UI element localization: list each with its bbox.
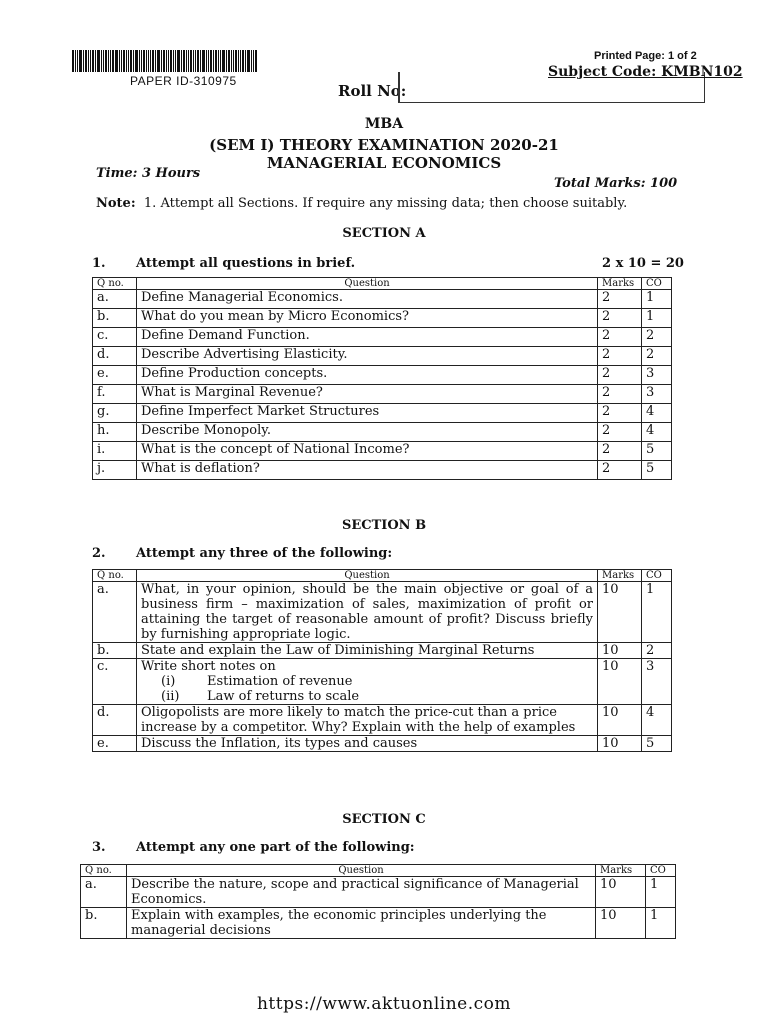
qno: b.	[93, 643, 137, 659]
barcode-bar	[85, 50, 87, 72]
col-qno: Q no.	[81, 865, 127, 877]
barcode-bar	[126, 50, 127, 72]
table-row	[81, 908, 676, 939]
barcode-bar	[200, 50, 201, 72]
barcode-bar	[72, 50, 74, 72]
marks: 2	[598, 309, 642, 328]
marks: 10	[596, 908, 646, 939]
qno: b.	[93, 309, 137, 328]
co: 3	[642, 659, 672, 705]
barcode-bar	[150, 50, 151, 72]
note	[96, 196, 627, 211]
marks: 2	[598, 385, 642, 404]
question: Discuss the Inflation, its types and causes	[137, 736, 598, 752]
barcode-bar	[141, 50, 142, 72]
table-row	[93, 736, 672, 752]
question: Describe the nature, scope and practical significance of Managerial Economics.	[127, 877, 596, 908]
marks: 2	[598, 366, 642, 385]
subject-title: MANAGERIAL ECONOMICS	[266, 154, 502, 172]
barcode-bar	[88, 50, 89, 72]
barcode-bar	[206, 50, 207, 72]
barcode-bar	[193, 50, 194, 72]
co: 2	[642, 643, 672, 659]
barcode-bar	[177, 50, 180, 72]
barcode-bar	[183, 50, 185, 72]
qno: j.	[93, 461, 137, 480]
table-row	[93, 385, 672, 404]
barcode-bar	[251, 50, 252, 72]
question: What is Marginal Revenue?	[137, 385, 598, 404]
col-question: Question	[137, 278, 598, 290]
question: Define Production concepts.	[137, 366, 598, 385]
co: 2	[642, 328, 672, 347]
barcode-bar	[90, 50, 91, 72]
section-c-title: SECTION C	[342, 812, 426, 827]
co: 1	[642, 582, 672, 643]
section-a-instruction: Attempt all questions in brief.	[136, 256, 356, 271]
note-text: 1. Attempt all Sections. If require any missing data; then choose suitably.	[143, 196, 628, 211]
co: 3	[642, 366, 672, 385]
barcode-bar	[143, 50, 145, 72]
barcode-bar	[253, 50, 254, 72]
marks: 2	[598, 442, 642, 461]
section-c-instruction: Attempt any one part of the following:	[136, 840, 415, 855]
barcode-bar	[242, 50, 244, 72]
section-c-qnum: 3.	[92, 840, 106, 855]
table-row	[93, 347, 672, 366]
barcode-bar	[245, 50, 246, 72]
table-row	[93, 442, 672, 461]
question: Describe Monopoly.	[137, 423, 598, 442]
barcode-bar	[188, 50, 189, 72]
barcode-bar	[173, 50, 174, 72]
barcode-bar	[92, 50, 94, 72]
co: 5	[642, 442, 672, 461]
marks: 2	[598, 328, 642, 347]
col-qno: Q no.	[93, 570, 137, 582]
barcode-bar	[195, 50, 196, 72]
question: Explain with examples, the economic principles underlying the managerial decisions	[127, 908, 596, 939]
barcode-bar	[202, 50, 205, 72]
qno: b.	[81, 908, 127, 939]
table-row	[93, 309, 672, 328]
section-a-title: SECTION A	[342, 226, 426, 241]
sub-item-text: Law of returns to scale	[207, 689, 360, 704]
section-c-heading	[92, 840, 415, 855]
marks: 2	[598, 290, 642, 309]
co: 5	[642, 736, 672, 752]
barcode-bar	[175, 50, 176, 72]
barcode-bar	[161, 50, 162, 72]
marks: 2	[598, 404, 642, 423]
barcode-bar	[226, 50, 227, 72]
barcode-bar	[121, 50, 122, 72]
qno: e.	[93, 736, 137, 752]
section-c-table	[80, 864, 676, 939]
col-question: Question	[137, 570, 598, 582]
table-row	[93, 290, 672, 309]
barcode-bar	[95, 50, 96, 72]
marks: 2	[598, 461, 642, 480]
qno: a.	[93, 290, 137, 309]
barcode-bar	[135, 50, 138, 72]
table-row	[93, 582, 672, 643]
question: Describe Advertising Elasticity.	[137, 347, 598, 366]
barcode-bar	[255, 50, 257, 72]
barcode-bar	[235, 50, 237, 72]
section-a-marks: 2 x 10 = 20	[602, 256, 684, 271]
marks: 10	[598, 582, 642, 643]
roll-no-label: Roll No:	[338, 82, 407, 100]
co: 3	[642, 385, 672, 404]
table-header	[93, 278, 672, 290]
program-title: MBA	[364, 116, 404, 132]
marks: 10	[598, 736, 642, 752]
barcode-bar	[157, 50, 160, 72]
table-header	[93, 570, 672, 582]
col-co: CO	[646, 865, 676, 877]
barcode-bar	[210, 50, 212, 72]
total-marks: Total Marks: 100	[554, 176, 678, 191]
barcode-bar	[238, 50, 239, 72]
section-a-table	[92, 277, 672, 480]
barcode-bar	[190, 50, 192, 72]
barcode-bar	[163, 50, 165, 72]
table-row	[93, 404, 672, 423]
question	[137, 659, 598, 705]
section-b-heading	[92, 546, 392, 561]
barcode-bar	[168, 50, 169, 72]
barcode-bar	[220, 50, 221, 72]
barcode-bar	[247, 50, 250, 72]
col-co: CO	[642, 278, 672, 290]
question: What is deflation?	[137, 461, 598, 480]
qno: h.	[93, 423, 137, 442]
barcode-bar	[108, 50, 109, 72]
question: What do you mean by Micro Economics?	[137, 309, 598, 328]
sub-item-text: Estimation of revenue	[207, 674, 353, 689]
co: 4	[642, 423, 672, 442]
qno: i.	[93, 442, 137, 461]
sub-item-num: (i)	[161, 674, 176, 689]
subject-code: Subject Code: KMBN102	[548, 64, 743, 80]
col-marks: Marks	[598, 570, 642, 582]
sub-item-num: (ii)	[161, 689, 180, 704]
question: What, in your opinion, should be the main objective or goal of a business firm – maximization of sales, maximization of profit or attaining the target of reasonable amount of profit? Discuss briefly by furnishing appropriate logic.	[137, 582, 598, 643]
qno: d.	[93, 705, 137, 736]
marks: 10	[598, 643, 642, 659]
barcode-bar	[146, 50, 147, 72]
col-marks: Marks	[596, 865, 646, 877]
barcode-bar	[155, 50, 156, 72]
table-header	[81, 865, 676, 877]
co: 2	[642, 347, 672, 366]
barcode-bar	[119, 50, 120, 72]
barcode	[72, 50, 300, 72]
table-row	[93, 423, 672, 442]
footer-url[interactable]: https://www.aktuonline.com	[256, 994, 511, 1014]
col-marks: Marks	[598, 278, 642, 290]
col-qno: Q no.	[93, 278, 137, 290]
table-row	[93, 461, 672, 480]
sub-item	[141, 674, 593, 689]
section-a-qnum: 1.	[92, 256, 106, 271]
note-label: Note:	[96, 196, 136, 211]
barcode-bar	[218, 50, 219, 72]
qno: a.	[93, 582, 137, 643]
barcode-bar	[83, 50, 84, 72]
barcode-bar	[231, 50, 232, 72]
barcode-bar	[186, 50, 187, 72]
table-row	[93, 643, 672, 659]
section-b-title: SECTION B	[341, 518, 427, 533]
co: 4	[642, 404, 672, 423]
barcode-bar	[103, 50, 104, 72]
table-row	[93, 705, 672, 736]
qno: g.	[93, 404, 137, 423]
qno: a.	[81, 877, 127, 908]
question: What is the concept of National Income?	[137, 442, 598, 461]
barcode-bar	[79, 50, 82, 72]
barcode-bar	[166, 50, 167, 72]
barcode-bar	[240, 50, 241, 72]
section-b-qnum: 2.	[92, 546, 106, 561]
marks: 2	[598, 423, 642, 442]
table-row	[81, 877, 676, 908]
marks: 2	[598, 347, 642, 366]
co: 1	[642, 290, 672, 309]
barcode-bar	[213, 50, 214, 72]
barcode-bar	[123, 50, 125, 72]
barcode-bar	[228, 50, 230, 72]
qno: c.	[93, 328, 137, 347]
barcode-bar	[112, 50, 114, 72]
barcode-bar	[197, 50, 199, 72]
section-b-instruction: Attempt any three of the following:	[136, 546, 393, 561]
barcode-bar	[110, 50, 111, 72]
col-co: CO	[642, 570, 672, 582]
barcode-bar	[222, 50, 225, 72]
barcode-bar	[105, 50, 107, 72]
barcode-bar	[130, 50, 132, 72]
exam-title: (SEM I) THEORY EXAMINATION 2020-21	[209, 136, 559, 154]
col-question: Question	[127, 865, 596, 877]
table-row	[93, 659, 672, 705]
sub-item	[141, 689, 593, 704]
printed-page: Printed Page: 1 of 2	[594, 50, 697, 62]
question-intro: Write short notes on	[141, 659, 276, 674]
question: Define Managerial Economics.	[137, 290, 598, 309]
barcode-bar	[215, 50, 217, 72]
marks: 10	[596, 877, 646, 908]
paper-id: PAPER ID-310975	[130, 74, 237, 88]
barcode-bar	[170, 50, 172, 72]
barcode-bar	[148, 50, 149, 72]
table-row	[93, 366, 672, 385]
table-row	[93, 328, 672, 347]
barcode-bar	[97, 50, 100, 72]
qno: c.	[93, 659, 137, 705]
barcode-bar	[139, 50, 140, 72]
question: State and explain the Law of Diminishing Marginal Returns	[137, 643, 598, 659]
question: Define Demand Function.	[137, 328, 598, 347]
question: Oligopolists are more likely to match the price-cut than a price increase by a competitor. Why? Explain with the help of examples	[137, 705, 598, 736]
co: 1	[646, 877, 676, 908]
barcode-bar	[152, 50, 154, 72]
section-b-table	[92, 569, 672, 752]
barcode-bar	[208, 50, 209, 72]
marks: 10	[598, 705, 642, 736]
qno: e.	[93, 366, 137, 385]
question: Define Imperfect Market Structures	[137, 404, 598, 423]
co: 4	[642, 705, 672, 736]
time-allowed: Time: 3 Hours	[96, 166, 201, 181]
barcode-bar	[181, 50, 182, 72]
barcode-bar	[115, 50, 118, 72]
co: 1	[642, 309, 672, 328]
section-a-heading	[92, 256, 355, 271]
qno: d.	[93, 347, 137, 366]
barcode-bar	[75, 50, 76, 72]
barcode-bar	[101, 50, 102, 72]
barcode-bar	[133, 50, 134, 72]
barcode-bar	[233, 50, 234, 72]
qno: f.	[93, 385, 137, 404]
barcode-bar	[77, 50, 78, 72]
marks: 10	[598, 659, 642, 705]
co: 5	[642, 461, 672, 480]
co: 1	[646, 908, 676, 939]
barcode-bar	[128, 50, 129, 72]
